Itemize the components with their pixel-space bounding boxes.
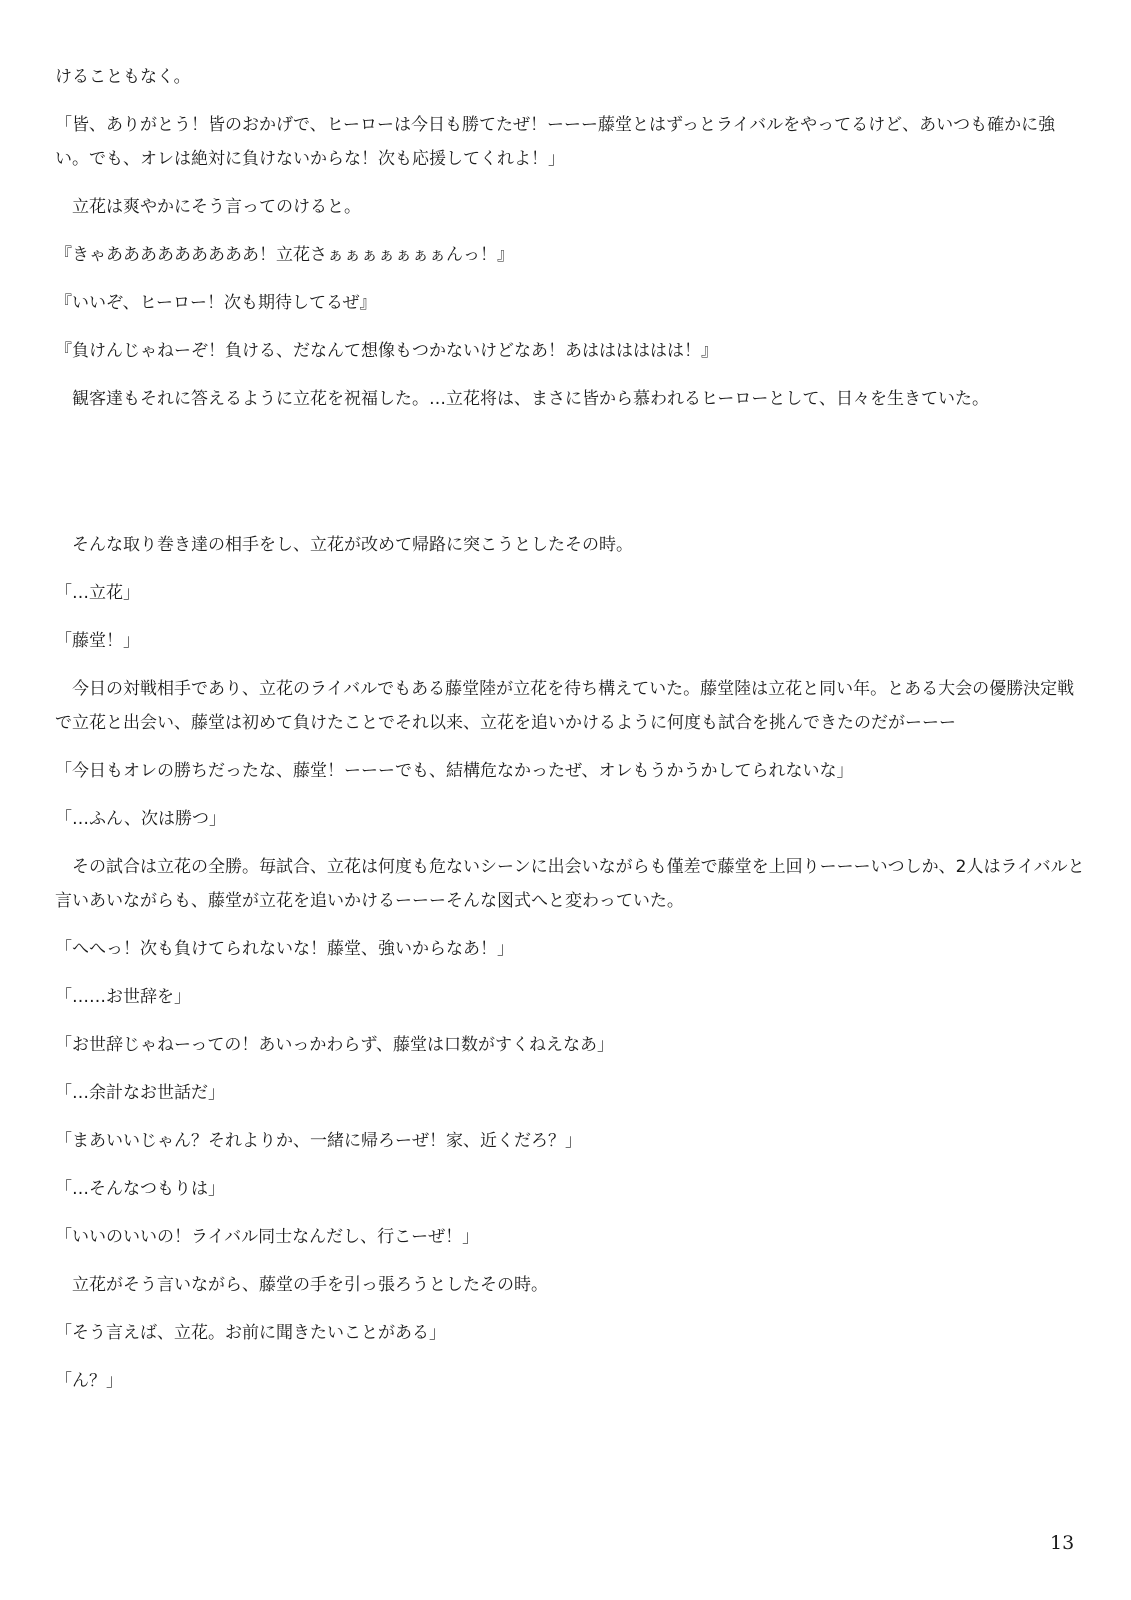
section-break: [55, 430, 1085, 528]
paragraph: 「まあいいじゃん？それよりか、一緒に帰ろーぜ！家、近くだろ？」: [55, 1131, 582, 1151]
paragraph: その試合は立花の全勝。毎試合、立花は何度も危ないシーンに出会いながらも僅差で藤堂を上回りーーーいつしか、2人はライバルと言いあいながらも、藤堂が立花を追いかけるーーーそんな図式へと変わっていた。: [55, 857, 1085, 911]
paragraph: 立花がそう言いながら、藤堂の手を引っ張ろうとしたその時。: [55, 1275, 548, 1295]
paragraph: 『いいぞ、ヒーロー！次も期待してるぜ』: [55, 293, 377, 313]
paragraph: 「…そんなつもりは」: [55, 1179, 225, 1199]
paragraph: 『負けんじゃねーぞ！負ける、だなんて想像もつかないけどなあ！あはははははは！』: [55, 341, 718, 361]
paragraph: 立花は爽やかにそう言ってのけると。: [55, 197, 361, 217]
body-text: [55, 60, 1085, 1412]
paragraph: 「いいのいいの！ライバル同士なんだし、行こーぜ！」: [55, 1227, 480, 1247]
paragraph: 「藤堂！」: [55, 631, 140, 651]
paragraph: 「…余計なお世話だ」: [55, 1083, 225, 1103]
page-number: 13: [1050, 1532, 1075, 1554]
paragraph: 「ん？」: [55, 1371, 123, 1391]
paragraph: 「……お世辞を」: [55, 987, 191, 1007]
paragraph: 「そう言えば、立花。お前に聞きたいことがある」: [55, 1323, 446, 1343]
paragraph: 今日の対戦相手であり、立花のライバルでもある藤堂陸が立花を待ち構えていた。藤堂陸は立花と同い年。とある大会の優勝決定戦で立花と出会い、藤堂は初めて負けたことでそれ以来、立花を追いかけるように何度も試合を挑んできたのだがーーー: [55, 679, 1075, 733]
paragraph: 「皆、ありがとう！皆のおかげで、ヒーローは今日も勝てたぜ！ーーー藤堂とはずっとライバルをやってるけど、あいつも確かに強い。でも、オレは絶対に負けないからな！次も応援してくれよ！」: [55, 115, 1056, 169]
paragraph: 「…ふん、次は勝つ」: [55, 809, 227, 829]
paragraph: 観客達もそれに答えるように立花を祝福した。…立花将は、まさに皆から慕われるヒーローとして、日々を生きていた。: [55, 389, 989, 409]
paragraph: 「…立花」: [55, 583, 140, 603]
paragraph: 『きゃあああああああああ！立花さぁぁぁぁぁぁぁんっ！』: [55, 245, 514, 265]
paragraph: そんな取り巻き達の相手をし、立花が改めて帰路に突こうとしたその時。: [55, 535, 633, 555]
paragraph: 「今日もオレの勝ちだったな、藤堂！ーーーでも、結構危なかったぜ、オレもうかうかしてられないな」: [55, 761, 854, 781]
paragraph: 「へへっ！次も負けてられないな！藤堂、強いからなあ！」: [55, 939, 514, 959]
paragraph: 「お世辞じゃねーっての！あいっかわらず、藤堂は口数がすくねえなあ」: [55, 1035, 614, 1055]
paragraph: けることもなく。: [55, 67, 191, 87]
